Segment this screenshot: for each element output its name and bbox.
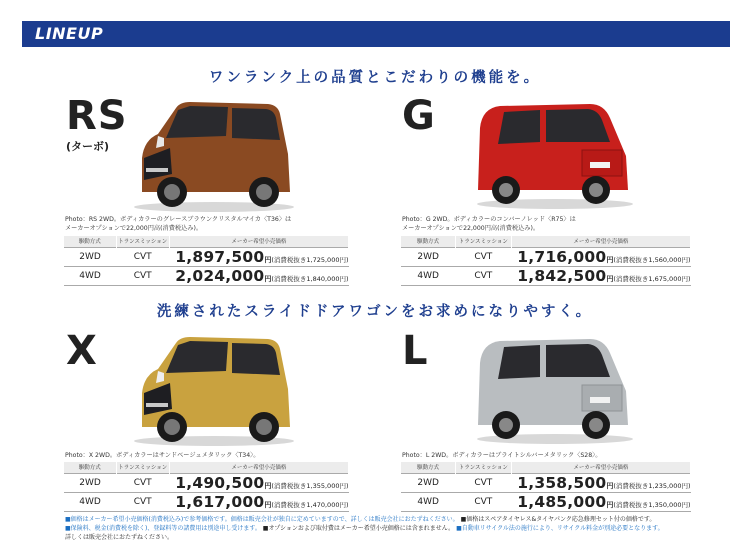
header-drive: 駆動方式 — [401, 462, 455, 473]
car-image-x — [128, 331, 300, 447]
table-row — [64, 492, 349, 511]
price-cell — [169, 247, 348, 266]
price-cell — [511, 266, 690, 285]
price-value: 1,897,500 — [175, 247, 265, 266]
table-header-row — [64, 236, 349, 247]
price-table-g — [401, 236, 691, 286]
grade-name: G — [402, 93, 436, 139]
price-table-x — [64, 462, 349, 512]
yen-unit: 円 — [264, 274, 272, 283]
yen-unit: 円 — [606, 255, 614, 264]
car-image-rs — [128, 96, 300, 214]
grade-rs — [66, 93, 128, 154]
trans-cell: CVT — [116, 492, 169, 511]
table-row — [401, 266, 691, 285]
tax-excluded-price: (消費税抜き1,355,000円) — [271, 481, 349, 490]
price-value: 2,024,000 — [175, 266, 265, 285]
yen-unit: 円 — [264, 500, 272, 509]
drive-cell: 2WD — [64, 247, 116, 266]
caption-line: Photo：X 2WD。ボディカラーはサンドベージュメタリック〈T34〉。 — [65, 452, 260, 459]
table-row — [64, 247, 349, 266]
table-header-row — [401, 236, 691, 247]
yen-unit: 円 — [606, 500, 614, 509]
price-cell — [169, 473, 348, 492]
footnote-price-note: ■価格はメーカー希望小売価格(消費税込み)で参考価格です。価格は販売会社が独自に定めていますので、詳しくは販売会社におたずねください。 — [65, 516, 459, 523]
price-value: 1,617,000 — [175, 492, 265, 511]
tagline-top: ワンランク上の品質とこだわりの機能を。 — [208, 70, 542, 86]
drive-cell: 2WD — [401, 473, 455, 492]
price-cell — [169, 266, 348, 285]
table-row — [401, 473, 691, 492]
caption-line: Photo：G 2WD。ボディカラーのコンバーノレッド〈R75〉は — [402, 216, 576, 223]
header-transmission: トランスミッション — [455, 462, 511, 473]
grade-name: X — [66, 328, 98, 374]
header-price: メーカー希望小売価格 — [169, 236, 348, 247]
table-row — [64, 473, 349, 492]
price-value: 1,716,000 — [517, 247, 607, 266]
photo-caption-rs — [65, 215, 291, 233]
yen-unit: 円 — [264, 481, 272, 490]
grade-subtitle: (ターボ) — [66, 140, 110, 153]
table-header-row — [401, 462, 691, 473]
header-price: メーカー希望小売価格 — [511, 236, 690, 247]
yen-unit: 円 — [606, 274, 614, 283]
footnote-line-2 — [65, 524, 705, 533]
grade-name: RS — [66, 93, 128, 139]
header-price: メーカー希望小売価格 — [511, 462, 690, 473]
table-row — [401, 247, 691, 266]
page-title: LINEUP — [35, 24, 104, 43]
tax-excluded-price: (消費税抜き1,725,000円) — [271, 255, 349, 264]
caption-line: メーカーオプションで22,000円高(消費税込み)。 — [65, 225, 203, 232]
footnote-line-1 — [65, 515, 705, 524]
photo-caption-x — [65, 451, 259, 460]
trans-cell: CVT — [455, 473, 511, 492]
price-cell — [511, 492, 690, 511]
footnote-fees-note: ■保険料、税金(消費税を除く)、登録料等の諸費用は別途申し受けます。 — [65, 525, 261, 532]
grade-l — [402, 328, 429, 374]
header-drive: 駆動方式 — [64, 236, 116, 247]
grade-x — [66, 328, 98, 374]
header-price: メーカー希望小売価格 — [169, 462, 348, 473]
photo-caption-g — [402, 215, 576, 233]
table-header-row — [64, 462, 349, 473]
tagline-middle: 洗練されたスライドドアワゴンをお求めになりやすく。 — [156, 304, 594, 320]
header-drive: 駆動方式 — [64, 462, 116, 473]
table-row — [401, 492, 691, 511]
header-transmission: トランスミッション — [116, 462, 169, 473]
tax-excluded-price: (消費税抜き1,235,000円) — [613, 481, 691, 490]
caption-line: Photo：RS 2WD。ボディカラーのグレースブラウンクリスタルマイカ〈T36〉は — [65, 216, 292, 223]
trans-cell: CVT — [455, 247, 511, 266]
price-cell — [511, 247, 690, 266]
trans-cell: CVT — [455, 492, 511, 511]
header-drive: 駆動方式 — [401, 236, 455, 247]
drive-cell: 4WD — [401, 492, 455, 511]
trans-cell: CVT — [116, 266, 169, 285]
price-value: 1,490,500 — [175, 473, 265, 492]
drive-cell: 4WD — [401, 266, 455, 285]
price-cell — [511, 473, 690, 492]
header-band — [22, 21, 730, 47]
caption-line: メーカーオプションで22,000円高(消費税込み)。 — [402, 225, 540, 232]
table-row — [64, 266, 349, 285]
tax-excluded-price: (消費税抜き1,350,000円) — [613, 500, 691, 509]
tax-excluded-price: (消費税抜き1,470,000円) — [271, 500, 349, 509]
trans-cell: CVT — [455, 266, 511, 285]
yen-unit: 円 — [264, 255, 272, 264]
grade-name: L — [402, 328, 429, 374]
trans-cell: CVT — [116, 247, 169, 266]
price-table-l — [401, 462, 691, 512]
drive-cell: 2WD — [401, 247, 455, 266]
drive-cell: 4WD — [64, 492, 116, 511]
price-value: 1,358,500 — [517, 473, 607, 492]
footnote-recycle-note: ■自動車リサイクル法の施行により、リサイクル料金が別途必要となります。 — [456, 525, 664, 532]
trans-cell: CVT — [116, 473, 169, 492]
header-transmission: トランスミッション — [116, 236, 169, 247]
price-value: 1,485,000 — [517, 492, 607, 511]
caption-line: Photo：L 2WD。ボディカラーはブライトシルバーメタリック〈S28〉。 — [402, 452, 602, 459]
header-transmission: トランスミッション — [455, 236, 511, 247]
tax-excluded-price: (消費税抜き1,840,000円) — [271, 274, 349, 283]
drive-cell: 4WD — [64, 266, 116, 285]
grade-g — [402, 93, 436, 139]
car-image-l — [470, 333, 640, 445]
price-table-rs — [64, 236, 349, 286]
footnote-spare-tire-note: ■価格はスペアタイヤレス&タイヤパンク応急修理セット付の価格です。 — [460, 516, 656, 523]
footnotes — [65, 515, 705, 542]
tax-excluded-price: (消費税抜き1,675,000円) — [613, 274, 691, 283]
price-cell — [169, 492, 348, 511]
footnote-option-note: ■オプションおよび取付費はメーカー希望小売価格には含まれません。 — [262, 525, 455, 532]
photo-caption-l — [402, 451, 601, 460]
drive-cell: 2WD — [64, 473, 116, 492]
price-value: 1,842,500 — [517, 266, 607, 285]
tax-excluded-price: (消費税抜き1,560,000円) — [613, 255, 691, 264]
footnote-line-3: 詳しくは販売会社におたずねください。 — [65, 534, 174, 541]
yen-unit: 円 — [606, 481, 614, 490]
car-image-g — [470, 98, 640, 210]
